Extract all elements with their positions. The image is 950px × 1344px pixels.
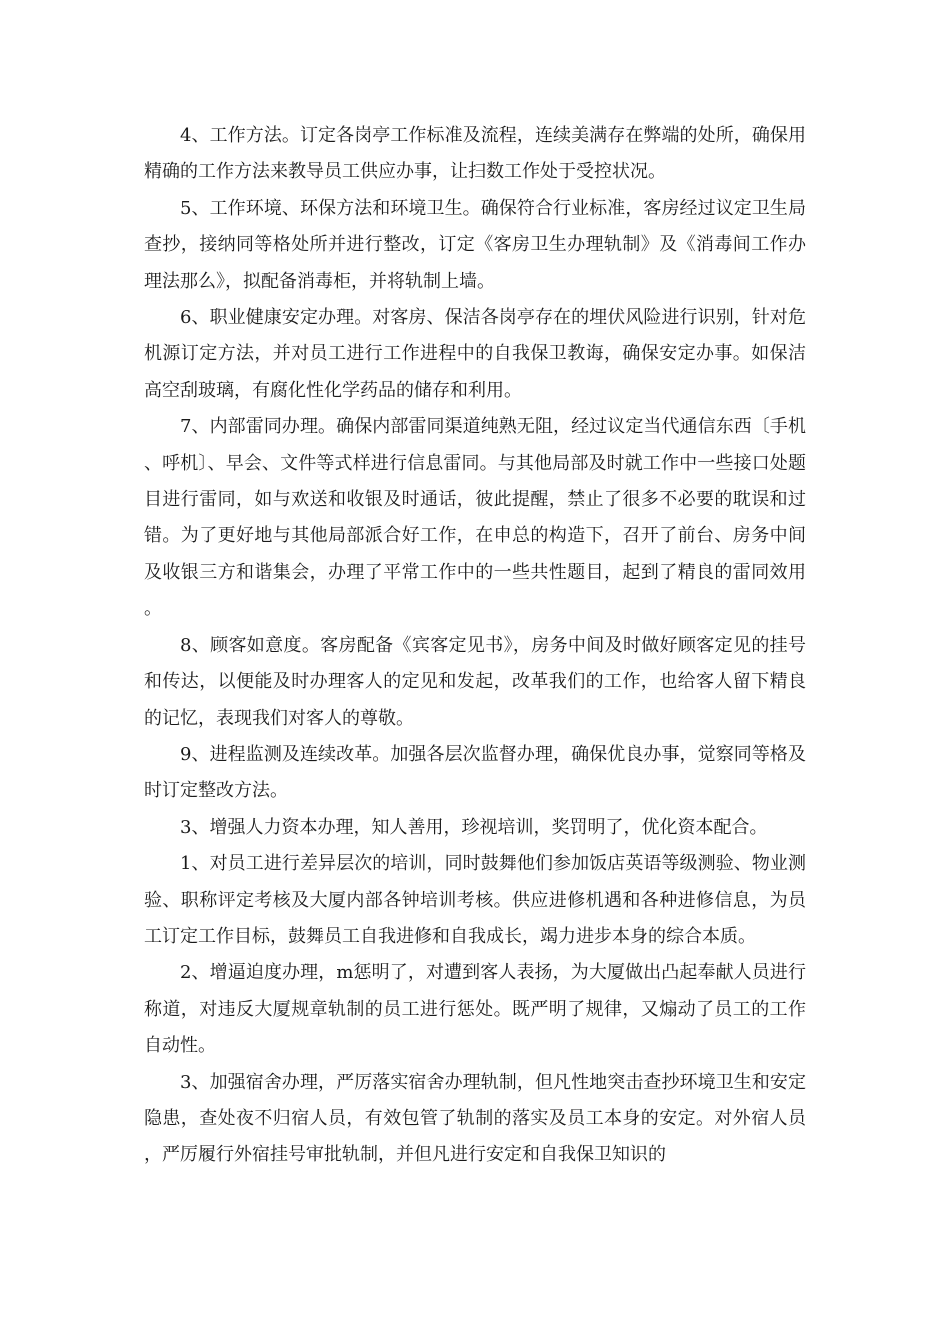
paragraph-human-resources: 3、增强人力资本办理，知人善用，珍视培训，奖罚明了，优化资本配合。 — [180, 816, 768, 838]
paragraph-occupational-safety: 6、职业健康安定办理。对客房、保洁各岗亭存在的埋伏风险进行识别，针对危机源订定方法，并对员工进行工作进程中的自我保卫教诲，确保安定办事。如保洁高空刮玻璃，有腐化性化学药品的储存和利用。 — [144, 307, 806, 401]
paragraph-process-monitoring: 9、进程监测及连续改革。加强各层次监督办理，确保优良办事，觉察同等格及时订定整改方法。 — [144, 743, 806, 802]
paragraph-internal-communication: 7、内部雷同办理。确保内部雷同渠道纯熟无阻，经过议定当代通信东西〔手机、呼机〕、早会、文件等式样进行信息雷同。与其他局部及时就工作中一些接口处题目进行雷同，如与欢送和收银及时通话，彼此提醒，禁止了很多不必要的耽误和过错。为了更好地与其他局部派合好工作，在申总的构造下，召开了前台、房务中间及收银三方和谐集会，办理了平常工作中的一些共性题目，起到了精良的雷同效用。 — [144, 416, 806, 620]
paragraph-staff-training: 1、对员工进行差异层次的培训，同时鼓舞他们参加饭店英语等级测验、物业测验、职称评定考核及大厦内部各钟培训考核。供应进修机遇和各种进修信息，为员工订定工作目标，鼓舞员工自我进修和自我成长，竭力进步本身的综合本质。 — [144, 853, 806, 947]
document-body — [144, 118, 806, 1174]
paragraph-work-methods: 4、工作方法。订定各岗亭工作标准及流程，连续美满存在弊端的处所，确保用精确的工作方法来教导员工供应办事，让扫数工作处于受控状况。 — [144, 125, 806, 183]
paragraph-work-environment: 5、工作环境、环保方法和环境卫生。确保符合行业标准，客房经过议定卫生局查抄，接纳同等格处所并进行整改，订定《客房卫生办理轨制》及《消毒间工作办理法那么》，拟配备消毒柜，并将轨制上墙。 — [144, 197, 806, 292]
paragraph-customer-satisfaction: 8、顾客如意度。客房配备《宾客定见书》，房务中间及时做好顾客定见的挂号和传达，以便能及时办理客人的定见和发起，改革我们的工作，也给客人留下精良的记忆，表现我们对客人的尊敬。 — [144, 634, 806, 729]
paragraph-management-rules: 2、增逼迫度办理，m惩明了，对遭到客人表扬，为大厦做出凸起奉献人员进行称道，对违反大厦规章轨制的员工进行惩处。既严明了规律，又煽动了员工的工作自动性。 — [144, 962, 806, 1057]
paragraph-dormitory-management: 3、加强宿舍办理，严厉落实宿舍办理轨制，但凡性地突击查抄环境卫生和安定隐患，查处夜不归宿人员，有效包管了轨制的落实及员工本身的安定。对外宿人员，严厉履行外宿挂号审批轨制，并但凡进行安定和自我保卫知识的 — [144, 1071, 806, 1166]
